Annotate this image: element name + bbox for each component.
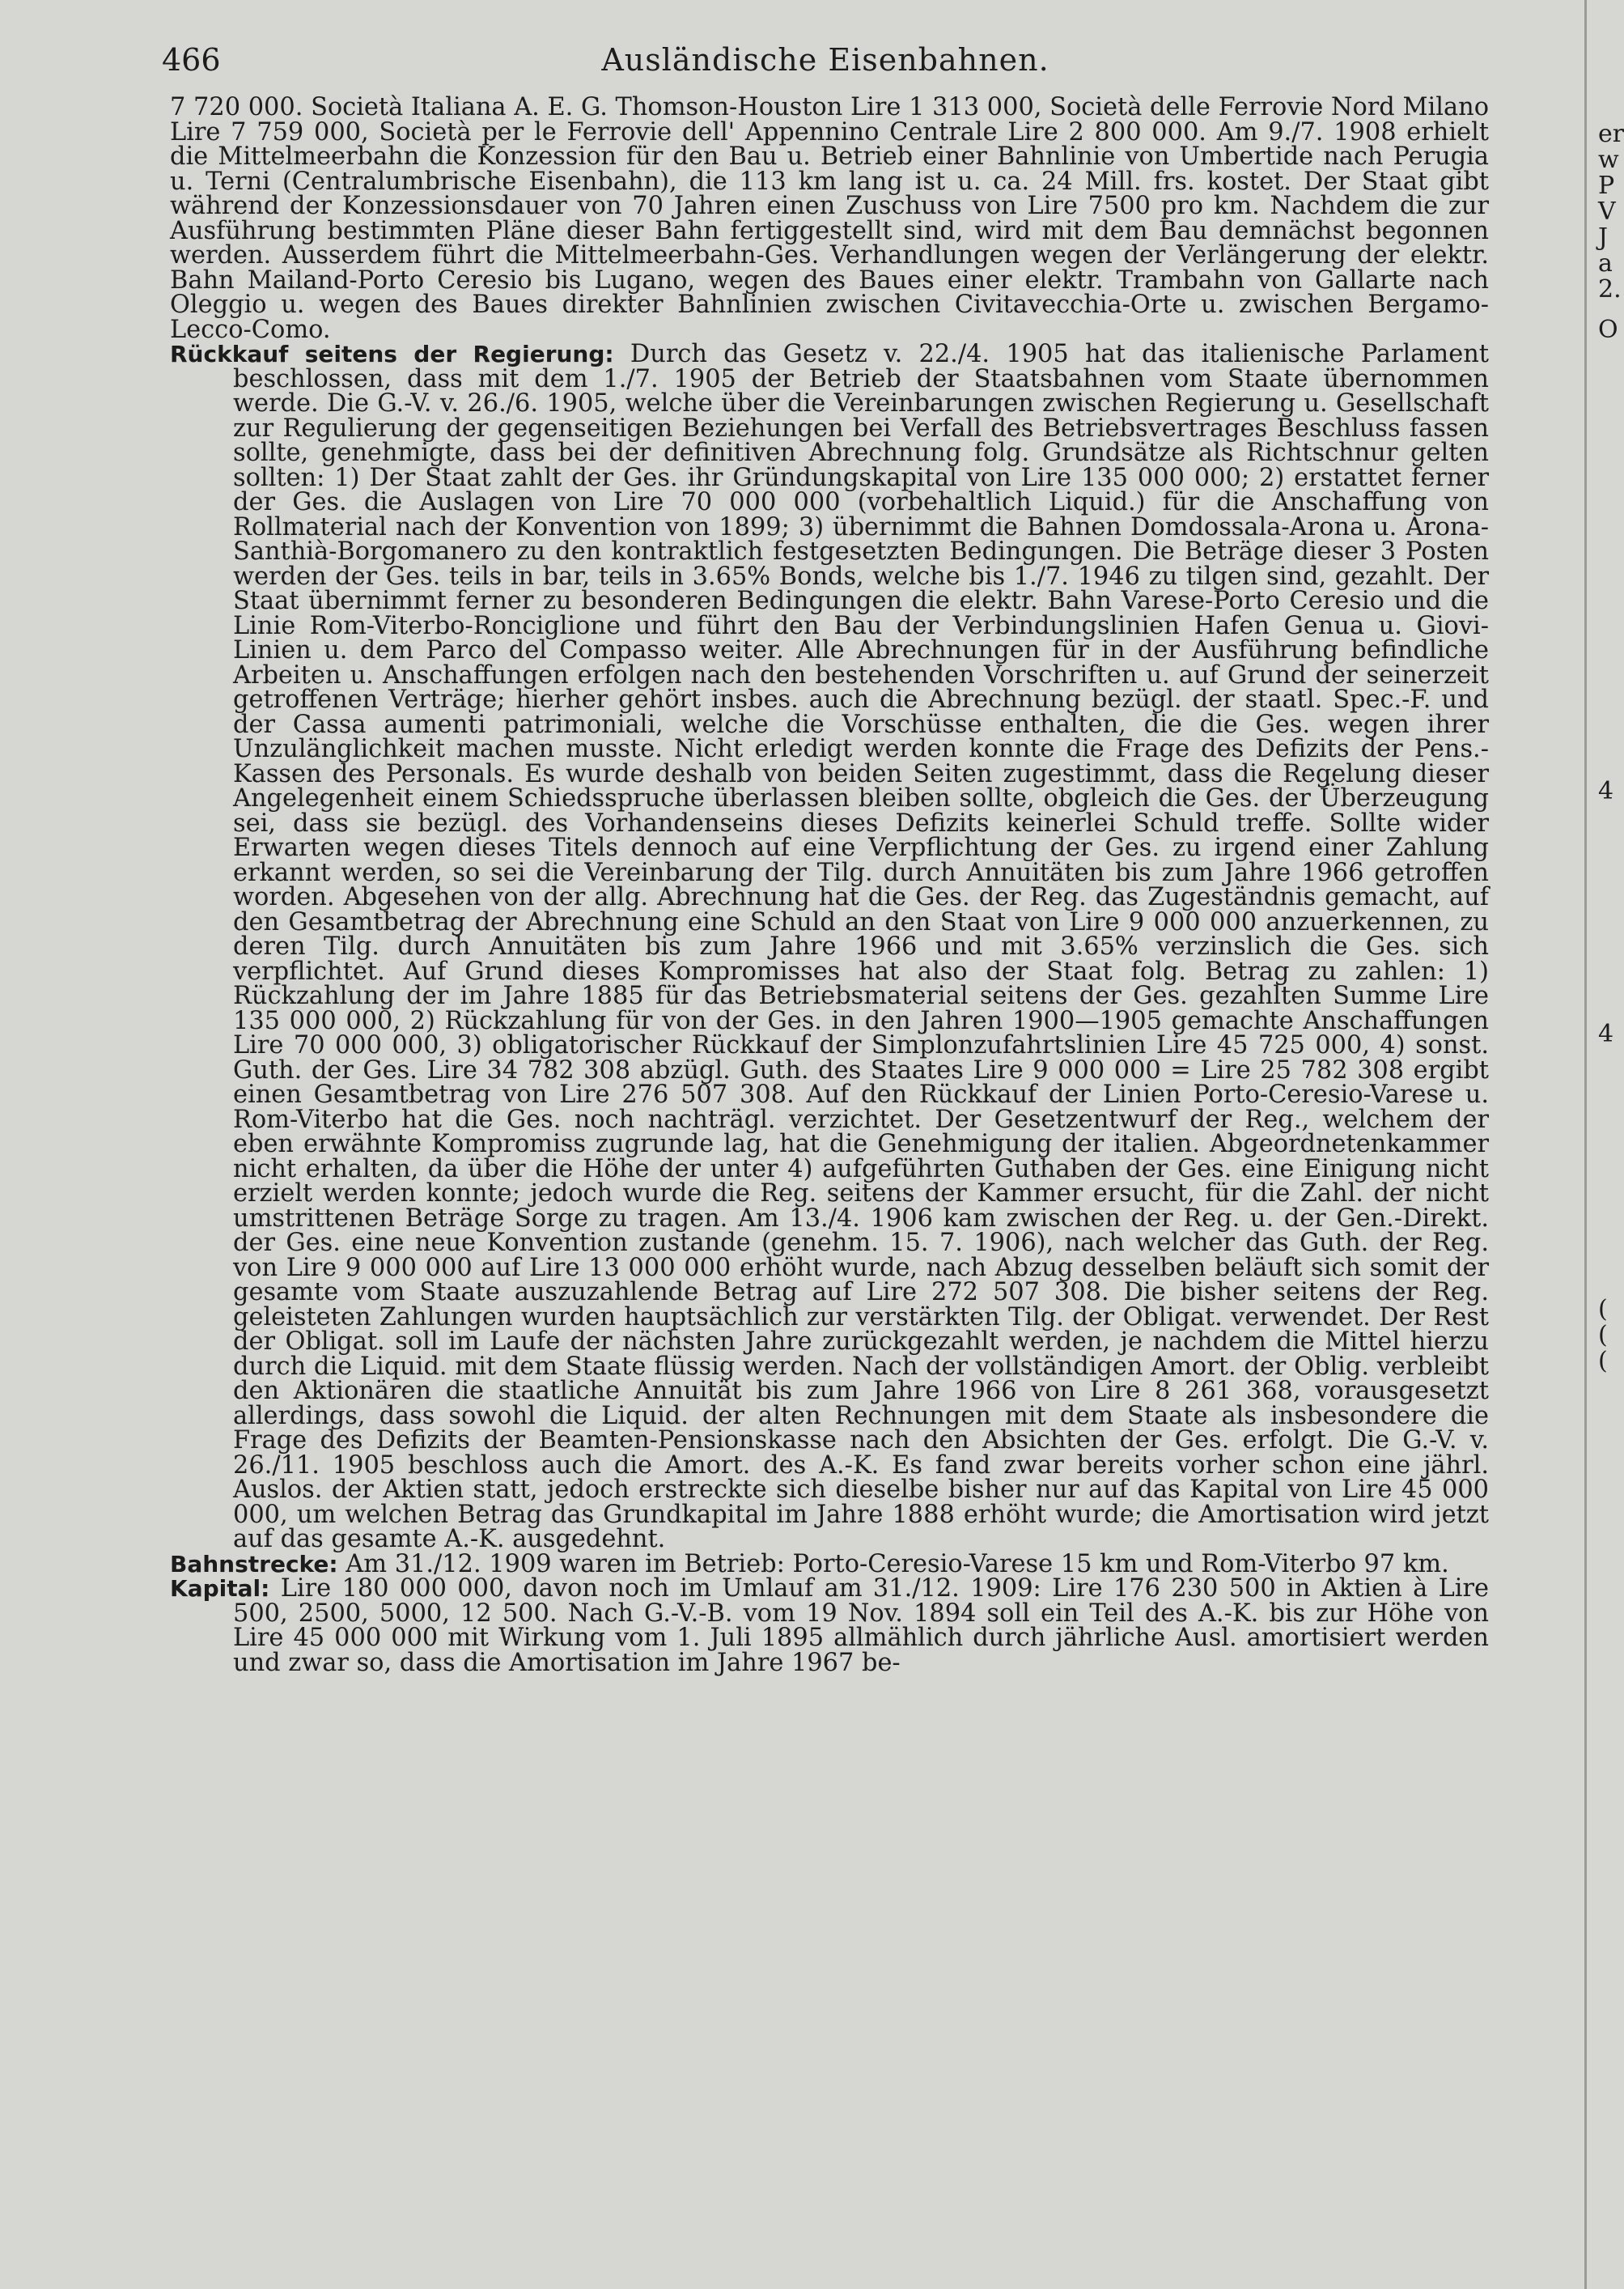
page-gutter xyxy=(1584,0,1587,2289)
margin-fragment: w xyxy=(1598,146,1619,174)
section-heading: Kapital: xyxy=(170,1575,270,1602)
margin-fragment: ( xyxy=(1598,1321,1608,1349)
margin-fragment: J xyxy=(1598,223,1609,252)
margin-fragment: P xyxy=(1598,172,1615,200)
margin-fragment: 4 xyxy=(1598,1020,1614,1048)
margin-fragment: 4 xyxy=(1598,777,1614,805)
margin-fragment: O xyxy=(1598,316,1618,344)
page-number: 466 xyxy=(162,42,221,78)
running-title: Ausländische Eisenbahnen. xyxy=(601,42,1049,78)
adjacent-page-margin xyxy=(1598,113,1624,2218)
page-header xyxy=(162,42,1489,91)
paragraph-text: Lire 180 000 000, davon noch im Umlauf am 31./12. 1909: Lire 176 230 500 in Aktien à Lire 500, 2500, 5000, 12 500. Nach G.-V.-B. vom 19 Nov. 1894 soll ein Teil des A.-K. bis zur Höhe von Lire 45 000 000 mit Wirkung vom 1. Juli 1895 allmählich durch jährliche Ausl. amortisiert werden und zwar so, dass die Amortisation im Jahre 1967 be- xyxy=(233,1574,1489,1677)
paragraph-text: Am 31./12. 1909 waren im Betrieb: Porto-Ceresio-Varese 15 km und Rom-Viterbo 97 km. xyxy=(346,1549,1449,1578)
margin-fragment: ( xyxy=(1598,1347,1608,1375)
margin-fragment: V xyxy=(1598,197,1616,226)
section-heading: Bahnstrecke: xyxy=(170,1550,338,1578)
paragraph-text: 7 720 000. Società Italiana A. E. G. Thomson-Houston Lire 1 313 000, Società delle Ferrovie Nord Milano Lire 7 759 000, Società per le Ferrovie dell' Appennino Centrale Lire 2 800 000. Am 9./7. 1908 erhielt die Mittelmeerbahn die Konzession für den Bau u. Betrieb einer Bahnlinie von Umbertide nach Perugia u. Terni (Centralumbrische Eisenbahn), die 113 km lang ist u. ca. 24 Mill. frs. kostet. Der Staat gibt während der Konzessionsdauer von 70 Jahren einen Zuschuss von Lire 7500 pro km. Nachdem die zur Ausführung bestimmten Pläne dieser Bahn fertiggestellt sind, wird mit dem Bau demnächst begonnen werden. Ausserdem führt die Mittelmeerbahn-Ges. Verhandlungen wegen der Verlängerung der elektr. Bahn Mailand-Porto Ceresio bis Lugano, wegen des Baues einer elektr. Trambahn von Gallarte nach Oleggio u. wegen des Baues direkter Bahnlinien zwischen Civitavecchia-Orte u. zwischen Bergamo-Lecco-Como. xyxy=(170,93,1489,344)
paragraph-kapital xyxy=(170,1574,1489,1677)
paragraph-text: Durch das Gesetz v. 22./4. 1905 hat das italienische Parlament beschlossen, dass mit dem 1./7. 1905 der Betrieb der Staatsbahnen vom Staate übernommen werde. Die G.-V. v. 26./6. 1905, welche über die Vereinbarungen zwischen Regierung u. Gesellschaft zur Regulierung der gegenseitigen Beziehungen bei Verfall des Betriebsvertrages Beschluss fassen sollte, genehmigte, dass bei der definitiven Abrechnung folg. Grundsätze als Richtschnur gelten sollten: 1) Der Staat zahlt der Ges. ihr Gründungskapital von Lire 135 000 000; 2) erstattet ferner der Ges. die Auslagen von Lire 70 000 000 (vorbehaltlich Liquid.) für die Anschaffung von Rollmaterial nach der Konvention von 1899; 3) übernimmt die Bahnen Domdossala-Arona u. Arona-Santhià-Borgomanero zu den kontraktlich festgesetzten Bedingungen. Die Beträge dieser 3 Posten werden der Ges. teils in bar, teils in 3.65% Bonds, welche bis 1./7. 1946 zu tilgen sind, gezahlt. Der Staat übernimmt ferner zu besonderen Bedingungen die elektr. Bahn Varese-Porto Ceresio und die Linie Rom-Viterbo-Ronciglione und führt den Bau der Verbindungslinien Hafen Genua u. Giovi-Linien u. dem Parco del Compasso weiter. Alle Abrechnungen für in der Ausführung befindliche Arbeiten u. Anschaffungen erfolgen nach den bestehenden Vorschriften u. auf Grund der seinerzeit getroffenen Verträge; hierher gehört insbes. auch die Abrechnung bezügl. der staatl. Spec.-F. und der Cassa aumenti patrimoniali, welche die Vorschüsse enthalten, die die Ges. wegen ihrer Unzulänglichkeit machen musste. Nicht erledigt werden konnte die Frage des Defizits der Pens.-Kassen des Personals. Es wurde deshalb von beiden Seiten zugestimmt, dass die Regelung dieser Angelegenheit einem Schiedsspruche überlassen bleiben sollte, obgleich die Ges. der Überzeugung sei, dass sie bezügl. des Vorhandenseins dieses Defizits keinerlei Schuld treffe. Sollte wider Erwarten wegen dieses Titels dennoch auf eine Verpflichtung der Ges. zu irgend einer Zahlung erkannt werden, so sei die Vereinbarung der Tilg. durch Annuitäten bis zum Jahre 1966 getroffen worden. Abgesehen von der allg. Abrechnung hat die Ges. der Reg. das Zugeständnis gemacht, auf den Gesamtbetrag der Abrechnung eine Schuld an den Staat von Lire 9 000 000 anzuerkennen, zu deren Tilg. durch Annuitäten bis zum Jahre 1966 und mit 3.65% verzinslich die Ges. sich verpflichtet. Auf Grund dieses Kompromisses hat also der Staat folg. Betrag zu zahlen: 1) Rückzahlung der im Jahre 1885 für das Betriebsmaterial seitens der Ges. gezahlten Summe Lire 135 000 000, 2) Rückzahlung für von der Ges. in den Jahren 1900—1905 gemachte Anschaffungen Lire 70 000 000, 3) obligatorischer Rückkauf der Simplonzufahrtslinien Lire 45 725 000, 4) sonst. Guth. der Ges. Lire 34 782 308 abzügl. Guth. des Staates Lire 9 000 000 = Lire 25 782 308 ergibt einen Gesamtbetrag von Lire 276 507 308. Auf den Rückkauf der Linien Porto-Ceresio-Varese u. Rom-Viterbo hat die Ges. noch nachträgl. verzichtet. Der Gesetzentwurf der Reg., welchem der eben erwähnte Kompromiss zugrunde lag, hat die Genehmigung der italien. Abgeordnetenkammer nicht erhalten, da über die Höhe der unter 4) aufgeführten Guthaben der Ges. eine Einigung nicht erzielt werden konnte; jedoch wurde die Reg. seitens der Kammer ersucht, für die Zahl. der nicht umstrittenen Beträge Sorge zu tragen. Am 13./4. 1906 kam zwischen der Reg. u. der Gen.-Direkt. der Ges. eine neue Konvention zustande (genehm. 15. 7. 1906), nach welcher das Guth. der Reg. von Lire 9 000 000 auf Lire 13 000 000 erhöht wurde, nach Abzug desselben beläuft sich somit der gesamte vom Staate auszuzahlende Betrag auf Lire 272 507 308. Die bisher seitens der Reg. geleisteten Zahlungen wurden hauptsächlich zur verstärkten Tilg. der Obligat. verwendet. Der Rest der Obligat. soll im Laufe der nächsten Jahre zurückgezahlt werden, je nachdem die Mittel hierzu durch die Liquid. mit dem Staate flüssig werden. Nach der vollständigen Amort. der Oblig. verbleibt den Aktionären die staatliche Annuität bis zum Jahre 1966 von Lire 8 261 368, vorausgesetzt allerdings, dass sowohl die Liquid. der alten Rechnungen mit dem Staate als insbesondere die Frage des Defizits der Beamten-Pensionskasse nach den Absichten der Ges. erfolgt. Die G.-V. v. 26./11. 1905 beschloss auch die Amort. des A.-K. Es fand zwar bereits vorher schon eine jährl. Auslos. der Aktien statt, jedoch erstreckte sich dieselbe bisher nur auf das Kapital von Lire 45 000 000, um welchen Betrag das Grundkapital im Jahre 1888 erhöht wurde; die Amortisation wird jetzt auf das gesamte A.-K. ausgedehnt. xyxy=(233,340,1489,1553)
body-text xyxy=(170,93,1489,1677)
margin-fragment: ( xyxy=(1598,1295,1608,1323)
margin-fragment: er xyxy=(1598,120,1624,148)
margin-fragment: a xyxy=(1598,249,1613,278)
section-heading: Rückkauf seitens der Regierung: xyxy=(170,341,614,367)
paragraph-intro xyxy=(170,93,1489,344)
paragraph-rueckkauf xyxy=(170,342,1489,1552)
margin-fragment: 2. xyxy=(1598,275,1622,304)
paragraph-bahnstrecke xyxy=(170,1549,1489,1578)
